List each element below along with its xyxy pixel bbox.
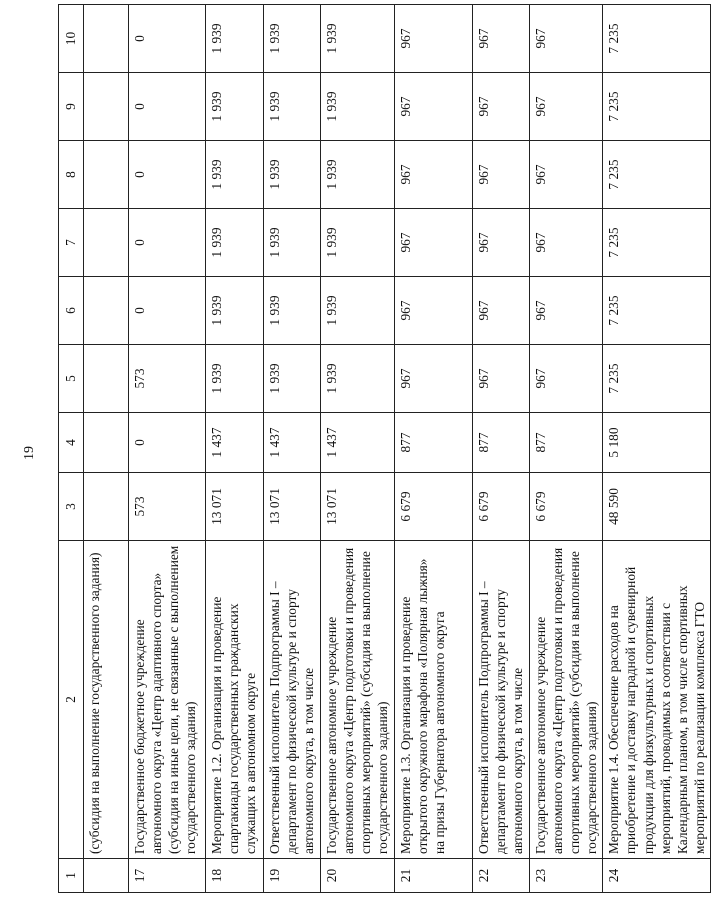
- value-cell-c5: 967: [472, 345, 529, 413]
- value-cell-c8: 7 235: [603, 141, 711, 209]
- description-cell: Ответственный исполнитель Подпрограммы I – департамент по физической культуре и спорту автономного округа, в том числе: [472, 541, 529, 859]
- row-number-cell: 24: [603, 859, 711, 893]
- description-cell: Ответственный исполнитель Подпрограммы I – департамент по физической культуре и спорту автономного округа, в том числе: [264, 541, 321, 859]
- description-cell: Государственное бюджетное учреждение автономного округа «Центр адаптивного спорта» (субсидия на иные цели, не связанные с выполнением государственного задания): [129, 541, 206, 859]
- row-number-cell: 18: [206, 859, 264, 893]
- value-cell-c7: 1 939: [321, 209, 395, 277]
- value-cell-c4: 877: [472, 413, 529, 473]
- column-header: 3: [59, 473, 84, 541]
- value-cell-c9: 7 235: [603, 73, 711, 141]
- description-cell: (субсидия на выполнение государственного задания): [84, 541, 129, 859]
- column-header: 9: [59, 73, 84, 141]
- value-cell-c9: 967: [529, 73, 603, 141]
- row-number-cell: 21: [394, 859, 472, 893]
- value-cell-c3: 6 679: [394, 473, 472, 541]
- value-cell-c6: 1 939: [206, 277, 264, 345]
- value-cell-c8: 967: [472, 141, 529, 209]
- value-cell-c10: 967: [529, 5, 603, 73]
- value-cell-c9: 1 939: [206, 73, 264, 141]
- table-body: [59, 5, 711, 893]
- value-cell-c3: 13 071: [206, 473, 264, 541]
- value-cell-c6: 967: [472, 277, 529, 345]
- value-cell-c8: 1 939: [264, 141, 321, 209]
- table-row: [321, 5, 395, 893]
- value-cell-c4: 5 180: [603, 413, 711, 473]
- page-number: 19: [22, 446, 37, 460]
- value-cell-c6: 0: [129, 277, 206, 345]
- value-cell-c3: 573: [129, 473, 206, 541]
- value-cell-c9: 0: [129, 73, 206, 141]
- value-cell-c5: [84, 345, 129, 413]
- value-cell-c10: [84, 5, 129, 73]
- value-cell-c7: 1 939: [264, 209, 321, 277]
- value-cell-c7: 967: [529, 209, 603, 277]
- value-cell-c4: 877: [394, 413, 472, 473]
- value-cell-c6: 7 235: [603, 277, 711, 345]
- value-cell-c6: 967: [394, 277, 472, 345]
- description-cell: Мероприятие 1.4. Обеспечение расходов на приобретение и доставку наградной и сувенирной продукции для физкультурных и спортивных мероприятий, проводимых в соответствии с Календарным планом, в том числе спортивных мероприятий по реализации комплекса ГТО: [603, 541, 711, 859]
- value-cell-c5: 1 939: [264, 345, 321, 413]
- row-number-cell: 23: [529, 859, 603, 893]
- table-row: [394, 5, 472, 893]
- description-cell: Государственное автономное учреждение автономного округа «Центр подготовки и проведения спортивных мероприятий» (субсидия на выполнение государственного задания): [321, 541, 395, 859]
- value-cell-c5: 967: [394, 345, 472, 413]
- value-cell-c5: 1 939: [321, 345, 395, 413]
- budget-table: [58, 4, 711, 893]
- value-cell-c6: 967: [529, 277, 603, 345]
- value-cell-c6: [84, 277, 129, 345]
- header-row: [59, 5, 84, 893]
- value-cell-c4: 877: [529, 413, 603, 473]
- value-cell-c3: 13 071: [264, 473, 321, 541]
- value-cell-c10: 1 939: [264, 5, 321, 73]
- value-cell-c10: 967: [472, 5, 529, 73]
- value-cell-c4: 1 437: [264, 413, 321, 473]
- value-cell-c7: 0: [129, 209, 206, 277]
- table-row: [603, 5, 711, 893]
- description-cell: Государственное автономное учреждение автономного округа «Центр подготовки и проведения спортивных мероприятий» (субсидия на выполнение государственного задания): [529, 541, 603, 859]
- column-header: 2: [59, 541, 84, 859]
- value-cell-c10: 1 939: [321, 5, 395, 73]
- value-cell-c10: 967: [394, 5, 472, 73]
- column-header: 5: [59, 345, 84, 413]
- row-number-cell: 19: [264, 859, 321, 893]
- value-cell-c9: 1 939: [321, 73, 395, 141]
- value-cell-c6: 1 939: [264, 277, 321, 345]
- value-cell-c3: [84, 473, 129, 541]
- value-cell-c5: 1 939: [206, 345, 264, 413]
- value-cell-c5: 573: [129, 345, 206, 413]
- row-number-cell: 17: [129, 859, 206, 893]
- value-cell-c3: 48 590: [603, 473, 711, 541]
- value-cell-c7: 967: [394, 209, 472, 277]
- column-header: 7: [59, 209, 84, 277]
- value-cell-c8: 1 939: [206, 141, 264, 209]
- value-cell-c8: 967: [394, 141, 472, 209]
- value-cell-c8: [84, 141, 129, 209]
- value-cell-c7: 7 235: [603, 209, 711, 277]
- value-cell-c10: 7 235: [603, 5, 711, 73]
- value-cell-c4: [84, 413, 129, 473]
- table-row: [472, 5, 529, 893]
- value-cell-c5: 7 235: [603, 345, 711, 413]
- row-number-cell: [84, 859, 129, 893]
- value-cell-c9: 1 939: [264, 73, 321, 141]
- value-cell-c10: 1 939: [206, 5, 264, 73]
- value-cell-c5: 967: [529, 345, 603, 413]
- value-cell-c10: 0: [129, 5, 206, 73]
- value-cell-c3: 6 679: [472, 473, 529, 541]
- value-cell-c9: 967: [472, 73, 529, 141]
- value-cell-c4: 1 437: [206, 413, 264, 473]
- column-header: 1: [59, 859, 84, 893]
- value-cell-c9: [84, 73, 129, 141]
- value-cell-c9: 967: [394, 73, 472, 141]
- value-cell-c3: 6 679: [529, 473, 603, 541]
- table-row: [264, 5, 321, 893]
- description-cell: Мероприятие 1.3. Организация и проведение открытого окружного марафона «Полярная лыжня» на призы Губернатора автономного округа: [394, 541, 472, 859]
- value-cell-c4: 1 437: [321, 413, 395, 473]
- value-cell-c7: 967: [472, 209, 529, 277]
- table-row: [84, 5, 129, 893]
- column-header: 6: [59, 277, 84, 345]
- column-header: 4: [59, 413, 84, 473]
- value-cell-c6: 1 939: [321, 277, 395, 345]
- value-cell-c8: 1 939: [321, 141, 395, 209]
- value-cell-c8: 0: [129, 141, 206, 209]
- column-header: 10: [59, 5, 84, 73]
- description-cell: Мероприятие 1.2. Организация и проведение спартакиады государственных гражданских служащих в автономном округе: [206, 541, 264, 859]
- value-cell-c3: 13 071: [321, 473, 395, 541]
- table-row: [529, 5, 603, 893]
- table-row: [129, 5, 206, 893]
- column-header: 8: [59, 141, 84, 209]
- row-number-cell: 22: [472, 859, 529, 893]
- table-row: [206, 5, 264, 893]
- row-number-cell: 20: [321, 859, 395, 893]
- value-cell-c4: 0: [129, 413, 206, 473]
- value-cell-c8: 967: [529, 141, 603, 209]
- value-cell-c7: [84, 209, 129, 277]
- value-cell-c7: 1 939: [206, 209, 264, 277]
